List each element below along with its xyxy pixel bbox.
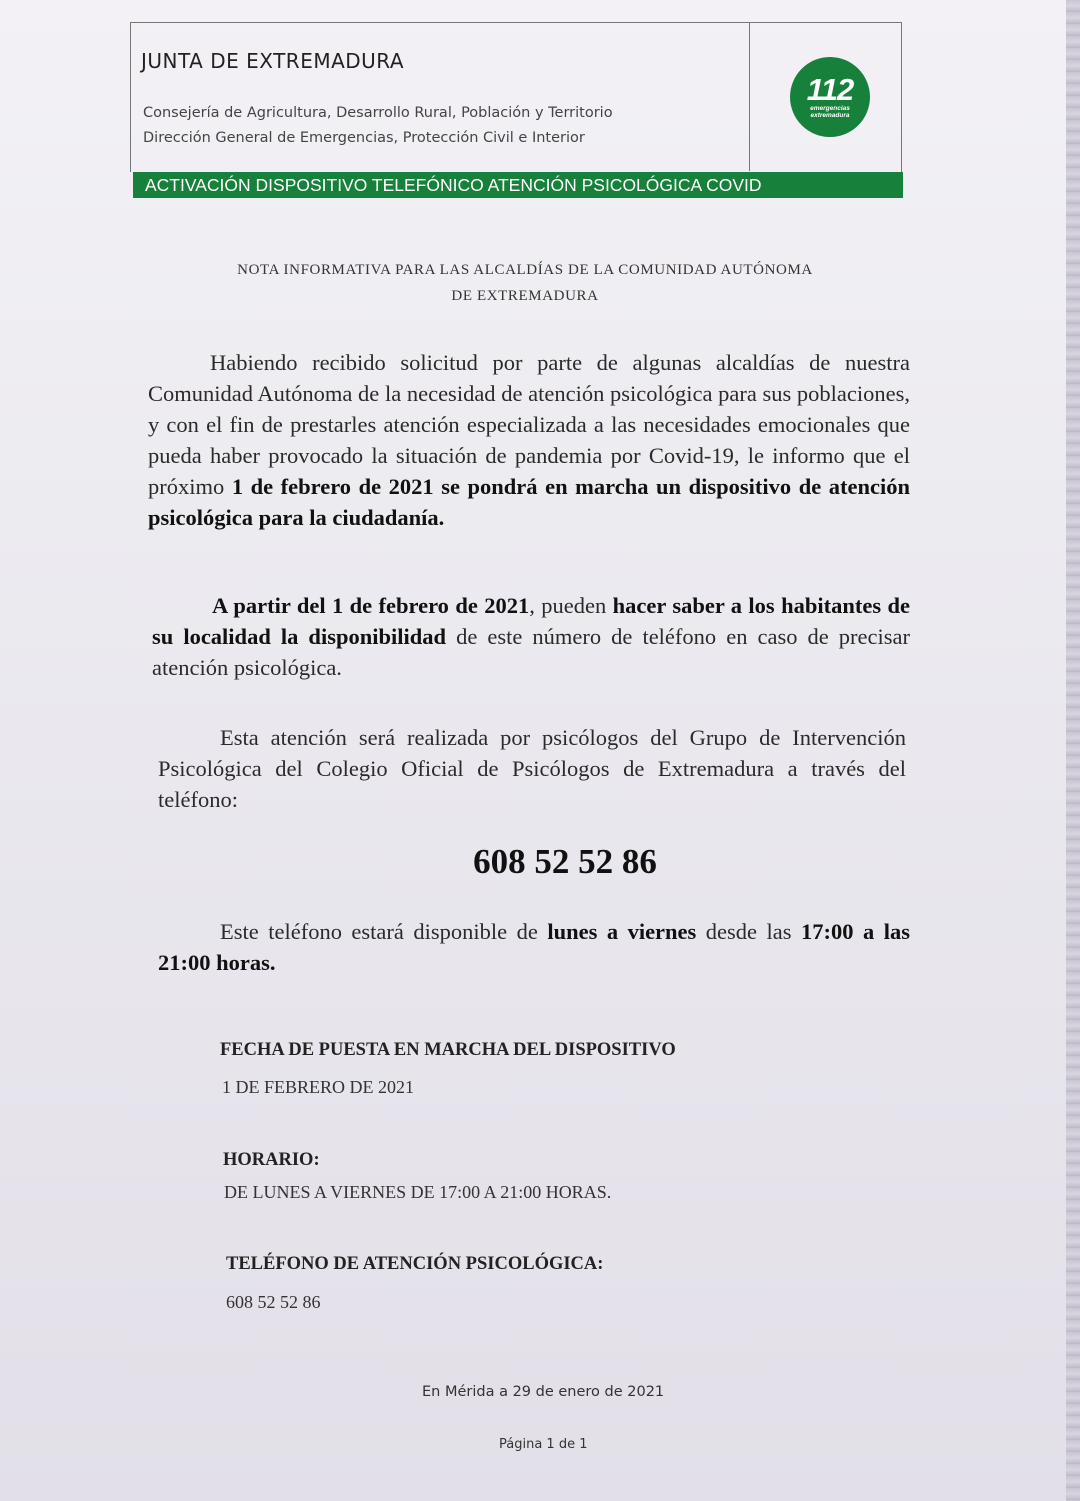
org-title: JUNTA DE EXTREMADURA (141, 49, 405, 73)
page-number: Página 1 de 1 (499, 1437, 588, 1452)
schedule-end: las 21:00 horas. (158, 919, 910, 975)
fecha-value: 1 DE FEBRERO DE 2021 (222, 1077, 415, 1097)
fecha-label: FECHA DE PUESTA EN MARCHA DEL DISPOSITIVO (220, 1040, 676, 1060)
org-line-direccion: Dirección General de Emergencias, Protección Civil e Interior (143, 130, 585, 146)
telefono-label: TELÉFONO DE ATENCIÓN PSICOLÓGICA: (226, 1254, 604, 1274)
horario-label: HORARIO: (223, 1150, 320, 1170)
availability-bold: hacer saber a los habitantes de su localidad la disponibilidad (152, 593, 910, 649)
place-date: En Mérida a 29 de enero de 2021 (422, 1384, 665, 1400)
paragraph-intro-bold: 1 de febrero de 2021 se pondrá en marcha un dispositivo de atención psicológica para la ciudadanía. (148, 474, 910, 530)
schedule-text1: Este teléfono estará disponible de (220, 919, 548, 944)
logo-sub-1: emergencias (810, 105, 850, 112)
phone-number-large: 608 52 52 86 (473, 842, 657, 881)
paragraph-intro-text: Habiendo recibido solicitud por parte de algunas alcaldías de nuestra Comunidad Autónoma de la necesidad de atención psicológica para sus poblaciones, y con el fin de prestarles atención especializada a las necesidades emocionales que pueda haber provocado la situación de pandemia por Covid-19, le informo que el próximo (148, 350, 910, 499)
schedule-start: 17:00 (801, 919, 854, 944)
schedule-days: lunes a viernes (547, 919, 697, 944)
covid-banner: ACTIVACIÓN DISPOSITIVO TELEFÓNICO ATENCIÓN PSICOLÓGICA COVID (133, 172, 903, 198)
availability-text2: de este número de teléfono en caso de precisar atención psicológica. (152, 624, 910, 680)
schedule-text3: a (853, 919, 884, 944)
schedule-text2: desde las (696, 919, 801, 944)
logo-sub-2: extremadura (810, 112, 850, 119)
org-line-consejeria: Consejería de Agricultura, Desarrollo Rural, Población y Territorio (143, 105, 613, 121)
paragraph-availability (152, 590, 910, 683)
emergencias-112-logo (790, 57, 870, 137)
paragraph-intro (148, 347, 910, 533)
availability-date: A partir del 1 de febrero de 2021 (212, 593, 530, 618)
logo-number: 112 (806, 72, 854, 107)
paragraph-attention (158, 722, 906, 815)
availability-text1: , pueden (529, 593, 613, 618)
letterhead (130, 22, 902, 172)
paper-edge-decoration (1066, 0, 1080, 1501)
telefono-value: 608 52 52 86 (226, 1292, 321, 1312)
attention-text: Esta atención será realizada por psicólogos del Grupo de Intervención Psicológica del Colegio Oficial de Psicólogos de Extremadura a través del teléfono: (158, 725, 906, 812)
logo-box (749, 23, 904, 171)
nota-title-line1: NOTA INFORMATIVA PARA LAS ALCALDÍAS DE LA COMUNIDAD AUTÓNOMA (237, 262, 813, 278)
nota-title-line2: DE EXTREMADURA (451, 288, 599, 304)
horario-value: DE LUNES A VIERNES DE 17:00 A 21:00 HORAS. (224, 1182, 612, 1202)
paragraph-schedule (158, 916, 910, 978)
